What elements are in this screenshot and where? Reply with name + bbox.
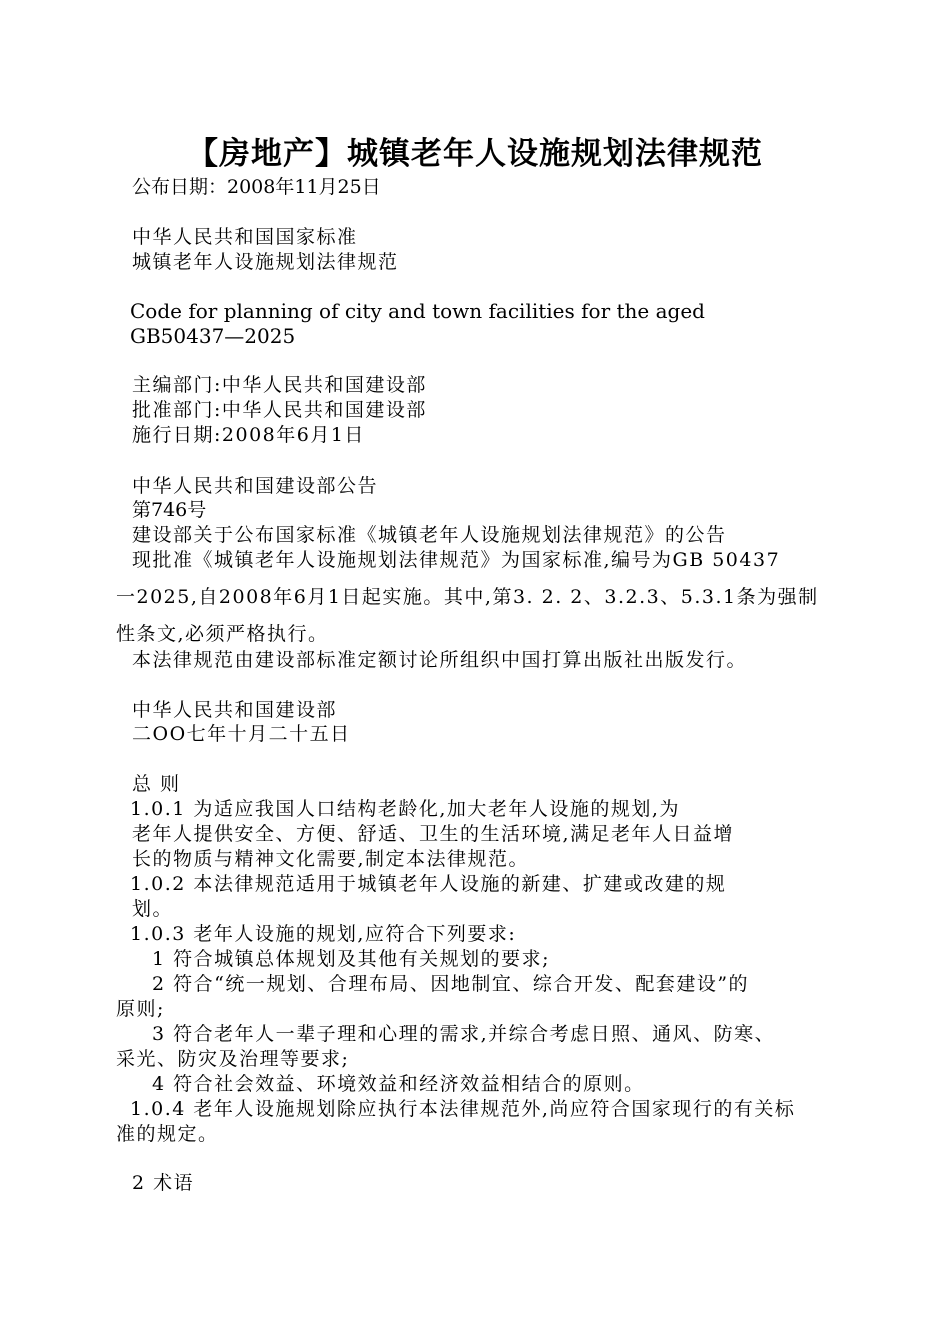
clause-1-0-1-cont: 长的物质与精神文化需要,制定本法律规范。: [132, 848, 530, 870]
approver-department: 批准部门:中华人民共和国建设部: [132, 399, 427, 421]
section-heading-general: 总 则: [132, 773, 181, 795]
requirement-item-2-cont: 原则;: [116, 998, 165, 1020]
publish-date: 公布日期：2008年11月25日: [132, 176, 381, 198]
notice-paragraph-line: 现批准《城镇老年人设施规划法律规范》为国家标准,编号为GB 50437: [132, 549, 781, 571]
document-title: 【房地产】城镇老年人设施规划法律规范: [187, 136, 763, 172]
clause-1-0-1: 1.0.1 为适应我国人口结构老龄化,加大老年人设施的规划,为: [130, 798, 680, 820]
notice-paragraph-line: 一2025,自2008年6月1日起实施。其中,第3. 2. 2、3.2.3、5.3.1条为强制: [116, 586, 819, 608]
requirement-item-1: 1 符合城镇总体规划及其他有关规划的要求;: [152, 948, 551, 970]
publisher-note: 本法律规范由建设部标准定额讨论所组织中国打算出版社出版发行。: [132, 649, 748, 671]
notice-title: 中华人民共和国建设部公告: [132, 475, 379, 497]
editor-department: 主编部门:中华人民共和国建设部: [132, 374, 427, 396]
requirement-item-3: 3 符合老年人一辈子理和心理的需求,并综合考虑日照、通风、防寒、: [152, 1023, 776, 1045]
clause-1-0-1-cont: 老年人提供安全、方便、舒适、卫生的生活环境,满足老年人日益增: [132, 823, 735, 845]
requirement-item-4: 4 符合社会效益、环境效益和经济效益相结合的原则。: [152, 1073, 645, 1095]
clause-1-0-3: 1.0.3 老年人设施的规划,应符合下列要求:: [130, 923, 517, 945]
english-title: Code for planning of city and town facilities for the aged: [130, 299, 705, 323]
clause-1-0-4: 1.0.4 老年人设施规划除应执行本法律规范外,尚应符合国家现行的有关标: [130, 1098, 796, 1120]
notice-paragraph-line: 性条文,必须严格执行。: [116, 623, 329, 645]
standard-code: GB50437—2025: [130, 324, 296, 348]
clause-1-0-2: 1.0.2 本法律规范适用于城镇老年人设施的新建、扩建或改建的规: [130, 873, 727, 895]
requirement-item-3-cont: 采光、防灾及治理等要求;: [116, 1048, 350, 1070]
effective-date: 施行日期:2008年6月1日: [132, 424, 365, 446]
clause-1-0-4-cont: 准的规定。: [116, 1123, 219, 1145]
notice-organization: 中华人民共和国建设部: [132, 699, 338, 721]
notice-subject: 建设部关于公布国家标准《城镇老年人设施规划法律规范》的公告: [132, 524, 727, 546]
standard-type: 中华人民共和国国家标准: [132, 226, 358, 248]
notice-date: 二OO七年十月二十五日: [132, 723, 351, 745]
standard-name: 城镇老年人设施规划法律规范: [132, 251, 399, 273]
clause-1-0-2-cont: 划。: [132, 898, 174, 920]
section-heading-terms: 2 术语: [132, 1172, 195, 1194]
notice-number: 第746号: [132, 499, 207, 521]
requirement-item-2: 2 符合“统一规划、合理布局、因地制宜、综合开发、配套建设”的: [152, 973, 750, 995]
